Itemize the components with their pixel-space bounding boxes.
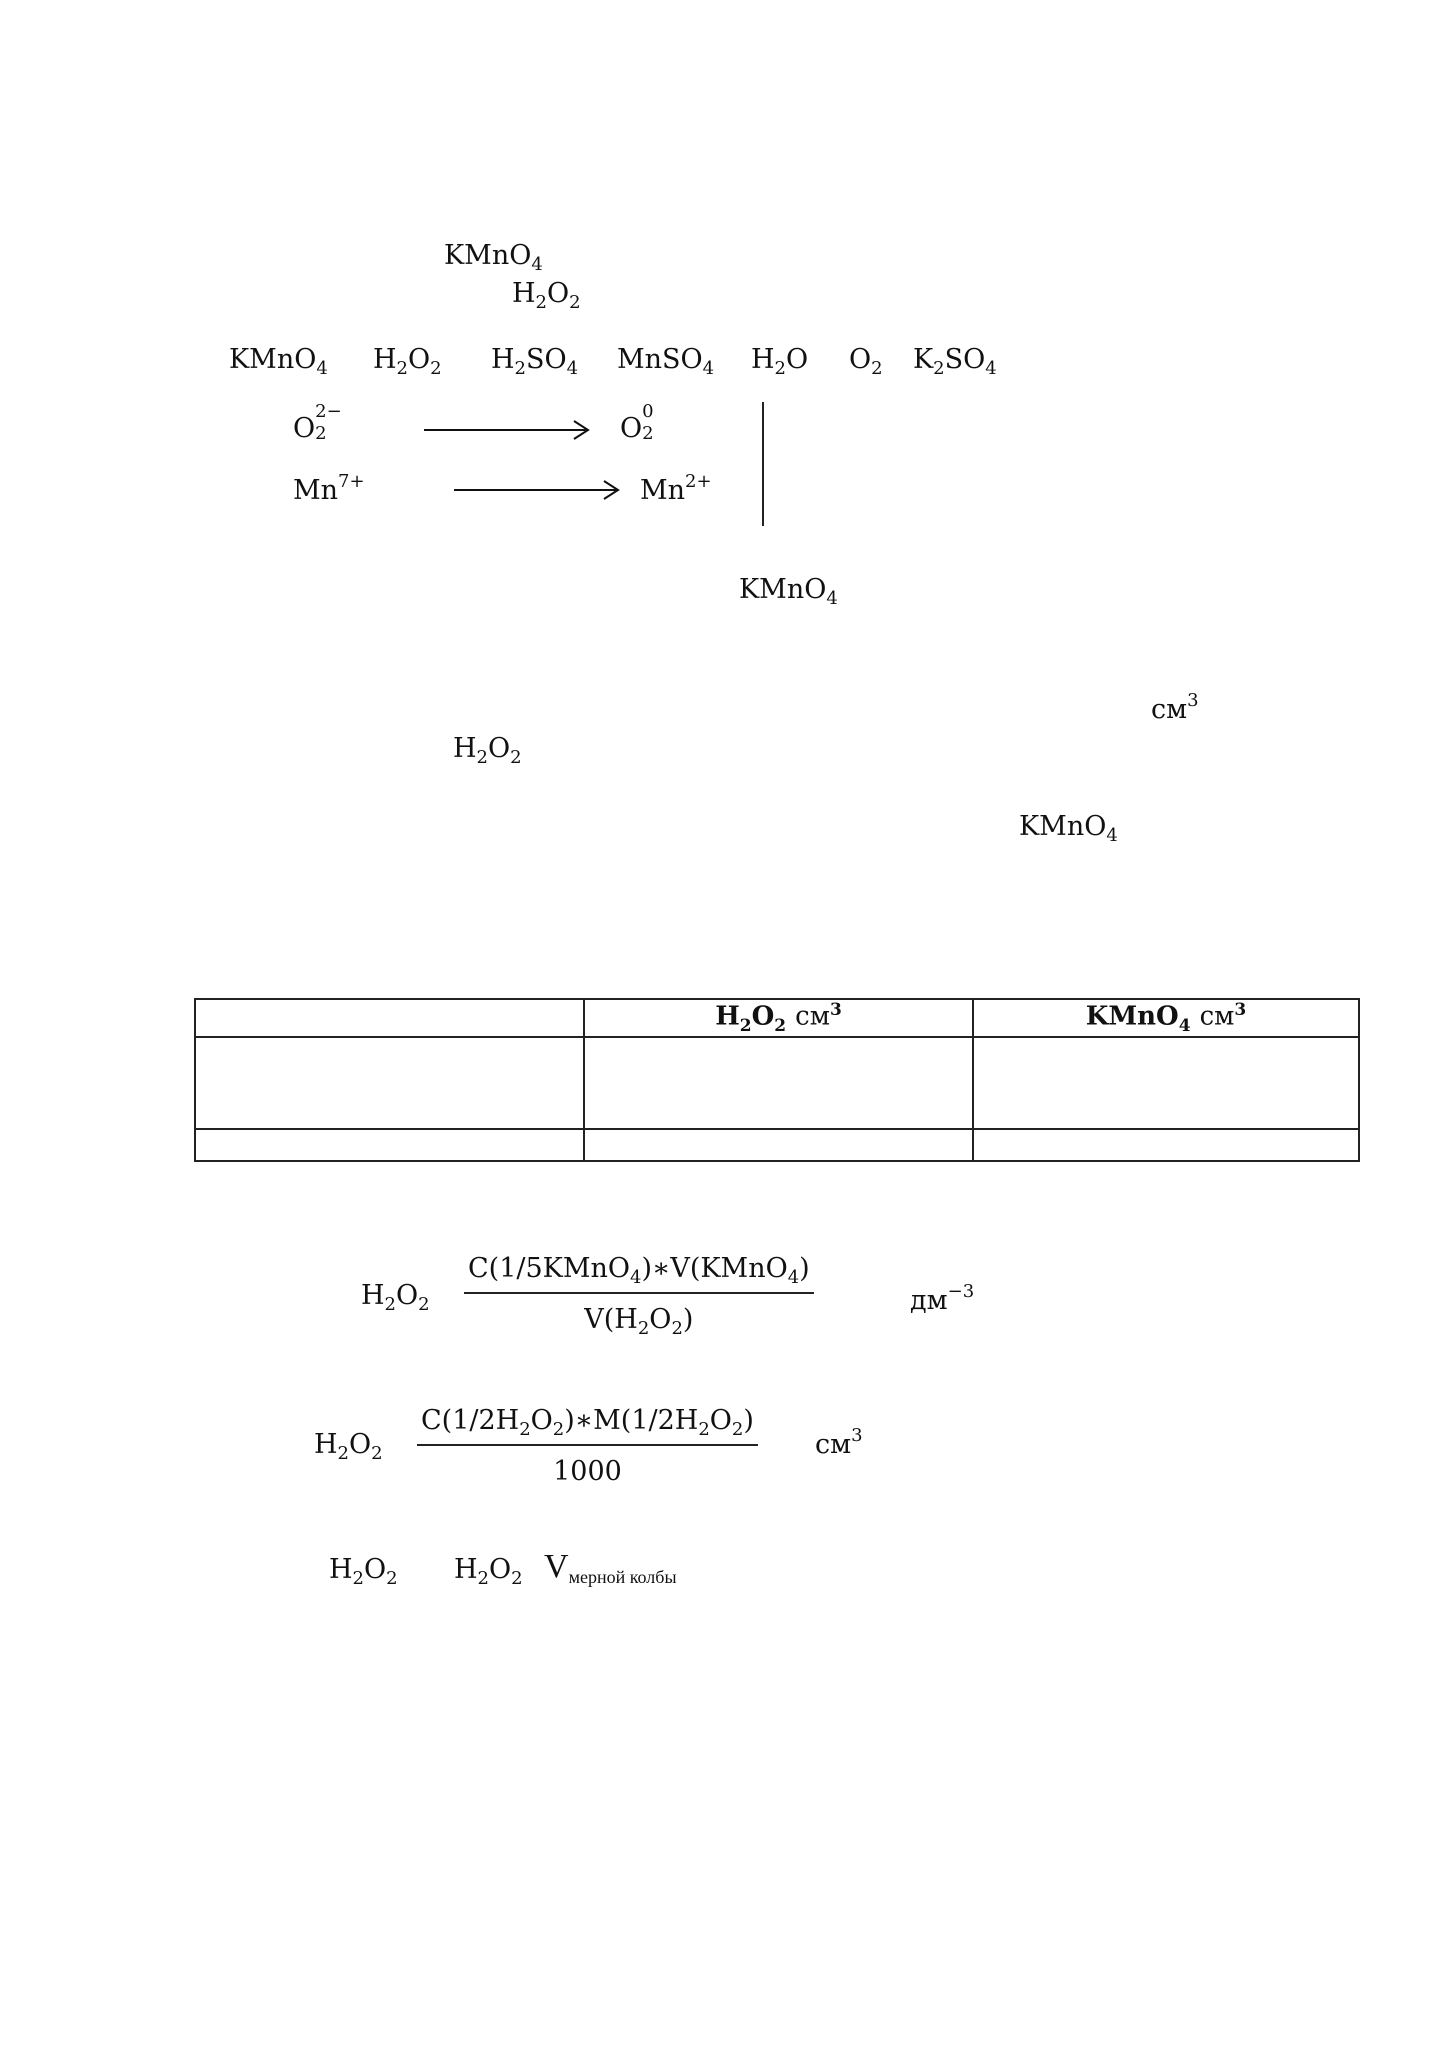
text: O [620,413,643,444]
text: C(1/2H [421,1405,520,1436]
reduction-to [640,471,712,506]
text: H [512,278,536,309]
superscript: 7+ [338,471,365,492]
reduction-arrow [452,478,622,502]
text: ) [743,1405,754,1436]
subscript: 2 [739,1015,752,1036]
formula2-unit [815,1425,863,1460]
subscript: 2 [511,1568,523,1589]
subscript: 4 [1106,825,1118,846]
text: O [709,1405,732,1436]
table-cell [973,1037,1359,1129]
subscript: 2 [731,1419,744,1440]
formula1-label [361,1280,430,1315]
subscript: 2 [871,358,883,379]
subscript: 4 [630,1267,642,1288]
formula-h2o2-top [512,278,581,313]
subscript: 2 [371,1443,383,1464]
text: SO [944,344,986,375]
oxidation-arrow [422,418,592,442]
text: O [364,1554,387,1585]
species-h2o2 [373,344,442,379]
formula2-fraction [417,1405,758,1487]
formula1-unit [910,1281,975,1316]
formula2-numerator [417,1405,758,1446]
text: Mn [640,475,686,506]
text: O [408,344,431,375]
text: O [786,344,809,375]
text: H [373,344,397,375]
text: O [547,278,570,309]
reduction-from [293,471,365,506]
subscript: 2 [642,423,654,444]
text: H [361,1280,385,1311]
subscript: 4 [1178,1015,1191,1036]
formula2-denominator: 1000 [553,1456,622,1487]
subscript: 2 [352,1568,364,1589]
table-row [195,1129,1359,1161]
text: O [649,1304,672,1335]
text: SO [526,344,567,375]
subscript: 4 [787,1267,800,1288]
subscript: 4 [316,358,328,379]
text: )∗M(1/2H [564,1405,699,1436]
superscript: 3 [851,1425,863,1446]
superscript: 3 [1234,1000,1247,1020]
text: H [454,1554,478,1585]
text: K [913,344,934,375]
species-kmno4 [229,344,328,379]
subscript: 2 [774,1015,787,1036]
formula3-v-flask [544,1548,677,1587]
table-header-cell-empty [195,999,584,1037]
superscript: 0 [642,401,654,422]
text: KMnO [229,344,317,375]
oxidation-from [293,401,342,444]
text: KMnO [1019,811,1107,842]
table-header-cell-h2o2 [584,999,973,1037]
text: V [544,1548,569,1585]
subscript: 2 [933,358,945,379]
formula3-h2o2-a [329,1554,398,1589]
table-header-row [195,999,1359,1037]
formula-h2o2-mid [453,733,522,768]
subscript: мерной колбы [568,1567,677,1587]
subscript: 2 [430,358,442,379]
table-cell [195,1129,584,1161]
text: O [396,1280,419,1311]
text: KMnO [1085,1001,1179,1032]
table-cell [195,1037,584,1129]
subscript: 2 [384,1294,396,1315]
formula1-numerator [464,1253,814,1294]
formula-kmno4-mid2 [1019,811,1118,846]
subscript: 2 [569,292,581,313]
subscript: 4 [531,254,543,275]
text: Mn [293,475,339,506]
formula2-label [314,1429,383,1464]
subscript: 4 [702,358,715,379]
formula3-h2o2-b [454,1554,523,1589]
formula-kmno4-mid [739,574,838,609]
subscript: 4 [985,358,997,379]
text: O [349,1429,372,1460]
text: см [815,1429,852,1460]
subscript: 2 [535,292,547,313]
formula-kmno4-top [444,240,543,275]
text: H [329,1554,353,1585]
formula1-denominator [464,1294,814,1339]
text: ) [799,1253,810,1284]
text: см [1199,1001,1235,1032]
species-h2so4 [491,344,579,379]
sub-superscript [315,401,342,444]
text: KMnO [444,240,532,271]
superscript: 3 [1187,690,1199,711]
subscript: 4 [826,588,838,609]
text: )∗V(KMnO [641,1253,788,1284]
unit-cm3 [1151,690,1199,725]
text: H [715,1001,740,1032]
text: V(H [584,1304,638,1335]
subscript: 2 [418,1294,430,1315]
text: H [491,344,515,375]
subscript: 2 [315,423,327,444]
table-cell [973,1129,1359,1161]
species-h2o [751,344,809,379]
text: дм [910,1285,948,1316]
table-cell [584,1129,973,1161]
text: MnSO [617,344,703,375]
text: O [530,1405,553,1436]
superscript: 2− [315,401,342,422]
subscript: 2 [386,1568,398,1589]
text: H [314,1429,338,1460]
superscript: 3 [829,1000,842,1020]
subscript: 2 [774,358,786,379]
species-k2so4 [913,344,997,379]
subscript: 2 [477,1568,489,1589]
subscript: 2 [510,747,522,768]
results-table [194,998,1360,1162]
text: см [795,1001,830,1032]
subscript: 2 [514,358,526,379]
text: O [489,1554,512,1585]
subscript: 2 [552,1419,565,1440]
table-header-cell-kmno4 [973,999,1359,1037]
text: C(1/5KMnO [468,1253,630,1284]
subscript: 4 [566,358,579,379]
subscript: 2 [396,358,408,379]
formula1-fraction [464,1253,814,1339]
text: O [849,344,872,375]
oxidation-to [620,401,668,444]
text: O [751,1001,775,1032]
superscript: −3 [947,1281,975,1302]
subscript: 2 [637,1318,650,1339]
text: H [751,344,775,375]
text: ) [682,1304,694,1335]
text: O [293,413,316,444]
species-o2 [849,344,883,379]
table-row [195,1037,1359,1129]
superscript: 2+ [685,471,712,492]
text: см [1151,694,1188,725]
sub-superscript [642,401,668,444]
subscript: 2 [519,1419,531,1440]
subscript: 2 [671,1318,683,1339]
text: KMnO [739,574,827,605]
text: O [488,733,511,764]
subscript: 2 [476,747,488,768]
subscript: 2 [337,1443,349,1464]
subscript: 2 [698,1419,710,1440]
text: H [453,733,477,764]
table-cell [584,1037,973,1129]
balance-divider [762,402,764,526]
species-mnso4 [617,344,715,379]
